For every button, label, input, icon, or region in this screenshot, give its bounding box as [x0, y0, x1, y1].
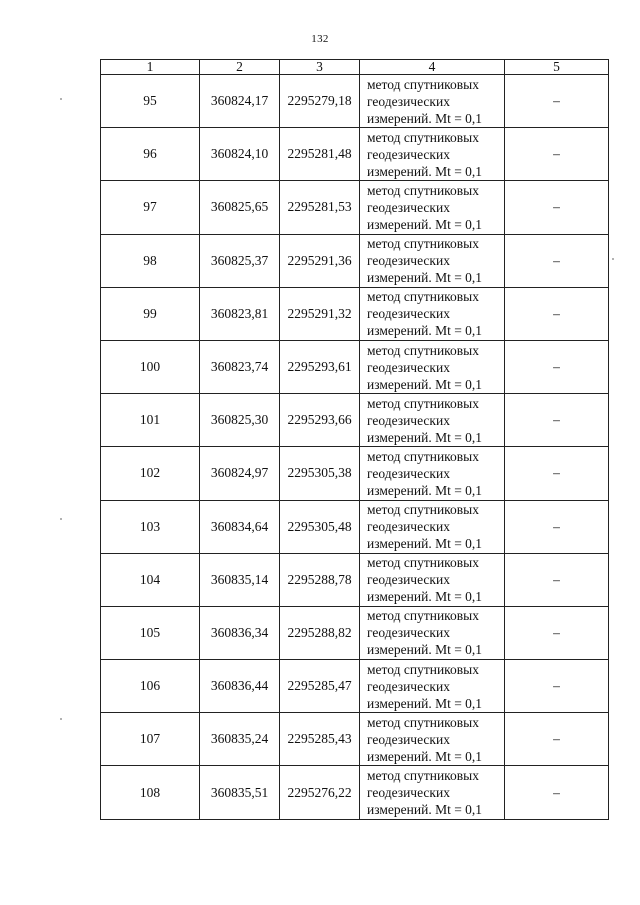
note-cell: – — [505, 287, 609, 340]
y-coordinate-cell: 2295293,66 — [280, 394, 360, 447]
method-cell: метод спутниковых геодезических измерений. Mt = 0,1 — [360, 553, 505, 606]
column-header-5: 5 — [505, 60, 609, 75]
note-cell: – — [505, 500, 609, 553]
x-coordinate-cell: 360825,37 — [200, 234, 280, 287]
x-coordinate-cell: 360824,97 — [200, 447, 280, 500]
table-row — [101, 234, 609, 287]
method-cell: метод спутниковых геодезических измерений. Mt = 0,1 — [360, 394, 505, 447]
point-number-cell: 99 — [101, 287, 200, 340]
point-number-cell: 104 — [101, 553, 200, 606]
note-cell: – — [505, 181, 609, 234]
point-number-cell: 97 — [101, 181, 200, 234]
column-header-4: 4 — [360, 60, 505, 75]
point-number-cell: 107 — [101, 713, 200, 766]
point-number-cell: 98 — [101, 234, 200, 287]
y-coordinate-cell: 2295305,48 — [280, 500, 360, 553]
point-number-cell: 106 — [101, 660, 200, 713]
method-cell: метод спутниковых геодезических измерений. Mt = 0,1 — [360, 606, 505, 659]
note-cell: – — [505, 606, 609, 659]
note-cell: – — [505, 75, 609, 128]
x-coordinate-cell: 360836,44 — [200, 660, 280, 713]
x-coordinate-cell: 360823,74 — [200, 340, 280, 393]
y-coordinate-cell: 2295305,38 — [280, 447, 360, 500]
method-cell: метод спутниковых геодезических измерений. Mt = 0,1 — [360, 234, 505, 287]
method-cell: метод спутниковых геодезических измерений. Mt = 0,1 — [360, 766, 505, 819]
note-cell: – — [505, 553, 609, 606]
method-cell: метод спутниковых геодезических измерений. Mt = 0,1 — [360, 340, 505, 393]
note-cell: – — [505, 447, 609, 500]
table-row — [101, 660, 609, 713]
table-row — [101, 553, 609, 606]
note-cell: – — [505, 340, 609, 393]
point-number-cell: 108 — [101, 766, 200, 819]
scan-speck — [60, 718, 62, 720]
point-number-cell: 102 — [101, 447, 200, 500]
y-coordinate-cell: 2295279,18 — [280, 75, 360, 128]
method-cell: метод спутниковых геодезических измерений. Mt = 0,1 — [360, 128, 505, 181]
y-coordinate-cell: 2295291,36 — [280, 234, 360, 287]
table-row — [101, 181, 609, 234]
point-number-cell: 96 — [101, 128, 200, 181]
y-coordinate-cell: 2295288,78 — [280, 553, 360, 606]
note-cell: – — [505, 128, 609, 181]
point-number-cell: 103 — [101, 500, 200, 553]
table-row — [101, 394, 609, 447]
x-coordinate-cell: 360824,17 — [200, 75, 280, 128]
table-body — [101, 75, 609, 820]
method-cell: метод спутниковых геодезических измерений. Mt = 0,1 — [360, 287, 505, 340]
x-coordinate-cell: 360823,81 — [200, 287, 280, 340]
y-coordinate-cell: 2295281,53 — [280, 181, 360, 234]
y-coordinate-cell: 2295291,32 — [280, 287, 360, 340]
point-number-cell: 101 — [101, 394, 200, 447]
note-cell: – — [505, 766, 609, 819]
point-number-cell: 100 — [101, 340, 200, 393]
y-coordinate-cell: 2295293,61 — [280, 340, 360, 393]
table-row — [101, 713, 609, 766]
coordinates-table — [100, 59, 609, 820]
table-row — [101, 447, 609, 500]
y-coordinate-cell: 2295288,82 — [280, 606, 360, 659]
note-cell: – — [505, 234, 609, 287]
column-header-2: 2 — [200, 60, 280, 75]
y-coordinate-cell: 2295285,47 — [280, 660, 360, 713]
table-row — [101, 75, 609, 128]
method-cell: метод спутниковых геодезических измерений. Mt = 0,1 — [360, 181, 505, 234]
x-coordinate-cell: 360835,51 — [200, 766, 280, 819]
page-number: 132 — [311, 33, 329, 45]
x-coordinate-cell: 360825,65 — [200, 181, 280, 234]
y-coordinate-cell: 2295281,48 — [280, 128, 360, 181]
scan-speck — [60, 98, 62, 100]
method-cell: метод спутниковых геодезических измерений. Mt = 0,1 — [360, 713, 505, 766]
table-row — [101, 500, 609, 553]
x-coordinate-cell: 360834,64 — [200, 500, 280, 553]
table-row — [101, 766, 609, 819]
table-row — [101, 606, 609, 659]
x-coordinate-cell: 360824,10 — [200, 128, 280, 181]
method-cell: метод спутниковых геодезических измерений. Mt = 0,1 — [360, 447, 505, 500]
scan-speck — [612, 258, 614, 260]
table-row — [101, 287, 609, 340]
x-coordinate-cell: 360825,30 — [200, 394, 280, 447]
column-header-1: 1 — [101, 60, 200, 75]
note-cell: – — [505, 713, 609, 766]
method-cell: метод спутниковых геодезических измерений. Mt = 0,1 — [360, 500, 505, 553]
method-cell: метод спутниковых геодезических измерений. Mt = 0,1 — [360, 75, 505, 128]
x-coordinate-cell: 360835,14 — [200, 553, 280, 606]
note-cell: – — [505, 394, 609, 447]
point-number-cell: 95 — [101, 75, 200, 128]
scan-speck — [60, 518, 62, 520]
table-row — [101, 128, 609, 181]
note-cell: – — [505, 660, 609, 713]
column-header-3: 3 — [280, 60, 360, 75]
table-row — [101, 340, 609, 393]
x-coordinate-cell: 360835,24 — [200, 713, 280, 766]
x-coordinate-cell: 360836,34 — [200, 606, 280, 659]
method-cell: метод спутниковых геодезических измерений. Mt = 0,1 — [360, 660, 505, 713]
y-coordinate-cell: 2295276,22 — [280, 766, 360, 819]
table-header-row — [101, 60, 609, 75]
y-coordinate-cell: 2295285,43 — [280, 713, 360, 766]
point-number-cell: 105 — [101, 606, 200, 659]
